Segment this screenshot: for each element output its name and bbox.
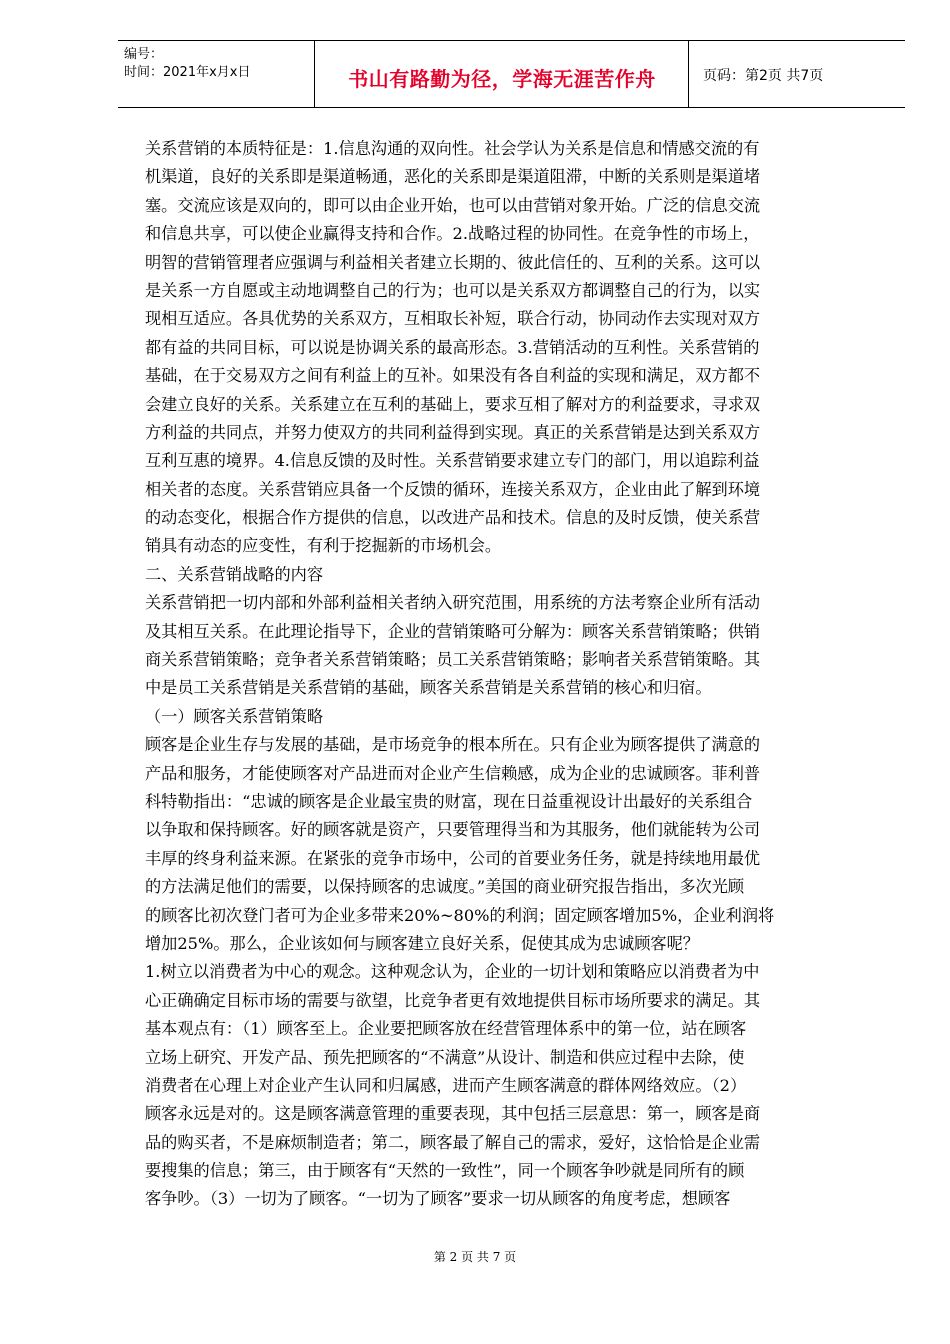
header-motto-cell: [315, 41, 689, 107]
body-text-line: 基本观点有：（1）顾客至上。企业要把顾客放在经营管理体系中的第一位，站在顾客: [145, 1019, 747, 1039]
body-text-line: 相关者的态度。关系营销应具备一个反馈的循环，连接关系双方，企业由此了解到环境: [145, 479, 761, 499]
body-text-line: 和信息共享，可以使企业赢得支持和合作。2.战略过程的协同性。在竞争性的市场上，: [145, 224, 760, 244]
body-text-line: 立场上研究、开发产品、预先把顾客的“不满意”从设计、制造和供应过程中去除，使: [145, 1047, 745, 1067]
body-text-line: 现相互适应。各具优势的关系双方，互相取长补短，联合行动，协同动作去实现对双方: [145, 309, 761, 329]
header-motto: 书山有路勤为径，学海无涯苦作舟: [348, 67, 656, 91]
body-text-line: 都有益的共同目标，可以说是协调关系的最高形态。3.营销活动的互利性。关系营销的: [145, 337, 760, 357]
body-text-line: 及其相互关系。在此理论指导下，企业的营销策略可分解为：顾客关系营销策略；供销: [145, 621, 761, 641]
body-text-line: 关系营销的本质特征是：1.信息沟通的双向性。社会学认为关系是信息和情感交流的有: [145, 139, 760, 158]
header-meta-cell: [118, 41, 315, 107]
body-text-line: 明智的营销管理者应强调与利益相关者建立长期的、彼此信任的、互利的关系。这可以: [145, 252, 761, 272]
body-text-line: 会建立良好的关系。关系建立在互利的基础上，要求互相了解对方的利益要求，寻求双: [145, 394, 761, 414]
body-text-line: 顾客是企业生存与发展的基础，是市场竞争的根本所在。只有企业为顾客提供了满意的: [145, 735, 761, 755]
body-text-line: 丰厚的终身利益来源。在紧张的竞争市场中，公司的首要业务任务，就是持续地用最优: [145, 848, 761, 868]
body-text-line: 机渠道，良好的关系即是渠道畅通，恶化的关系即是渠道阻滞，中断的关系则是渠道堵: [145, 167, 761, 187]
document-body: [145, 135, 865, 1214]
body-text-line: 关系营销把一切内部和外部利益相关者纳入研究范围，用系统的方法考察企业所有活动: [145, 593, 761, 613]
body-text-line: 是关系一方自愿或主动地调整自己的行为；也可以是关系双方都调整自己的行为，以实: [145, 280, 761, 300]
body-text-line: 的方法满足他们的需要，以保持顾客的忠诚度。”美国的商业研究报告指出，多次光顾: [145, 877, 745, 897]
body-text-line: 科特勒指出：“忠诚的顾客是企业最宝贵的财富，现在日益重视设计出最好的关系组合: [145, 791, 753, 811]
body-text-line: （一）顾客关系营销策略: [145, 706, 324, 726]
body-text-line: 互利互惠的境界。4.信息反馈的及时性。关系营销要求建立专门的部门，用以追踪利益: [145, 451, 760, 471]
date-line: 时间：2021年x月x日: [124, 65, 251, 80]
body-text-line: 以争取和保持顾客。好的顾客就是资产，只要管理得当和为其服务，他们就能转为公司: [145, 820, 761, 840]
body-text-line: 品的购买者，不是麻烦制造者；第二，顾客最了解自己的需求，爱好，这恰恰是企业需: [145, 1132, 761, 1152]
body-text-line: 客争吵。（3）一切为了顾客。“一切为了顾客”要求一切从顾客的角度考虑，想顾客: [145, 1189, 731, 1209]
body-text-line: 增加25%。那么，企业该如何与顾客建立良好关系，促使其成为忠诚顾客呢？: [145, 933, 699, 953]
header-page-cell: [689, 41, 905, 107]
body-text-line: 塞。交流应该是双向的，即可以由企业开始，也可以由营销对象开始。广泛的信息交流: [145, 195, 761, 215]
body-text-line: 心正确确定目标市场的需要与欲望，比竞争者更有效地提供目标市场所要求的满足。其: [145, 990, 761, 1010]
page-header: [118, 40, 905, 108]
page-footer: 第 2 页 共 7 页: [433, 1250, 517, 1264]
body-text-line: 消费者在心理上对企业产生认同和归属感，进而产生顾客满意的群体网络效应。（2）: [145, 1075, 747, 1095]
page-code: 页码：第2页 共7页: [703, 68, 824, 84]
body-text-line: 1.树立以消费者为中心的观念。这种观念认为，企业的一切计划和策略应以消费者为中: [145, 962, 760, 982]
serial-number-label: 编号：: [124, 47, 164, 62]
body-text-line: 销具有动态的应变性，有利于挖掘新的市场机会。: [145, 536, 502, 556]
body-text-line: 基础，在于交易双方之间有利益上的互补。如果没有各自利益的实现和满足，双方都不: [145, 366, 761, 386]
body-text-line: 顾客永远是对的。这是顾客满意管理的重要表现，其中包括三层意思：第一，顾客是商: [145, 1104, 761, 1124]
body-text-line: 商关系营销策略；竞争者关系营销策略；员工关系营销策略；影响者关系营销策略。其: [145, 650, 761, 670]
body-text-line: 中是员工关系营销是关系营销的基础，顾客关系营销是关系营销的核心和归宿。: [145, 678, 712, 698]
body-text-line: 方利益的共同点，并努力使双方的共同利益得到实现。真正的关系营销是达到关系双方: [145, 422, 761, 442]
body-text-line: 的动态变化，根据合作方提供的信息，以改进产品和技术。信息的及时反馈，使关系营: [145, 508, 761, 528]
body-text-line: 的顾客比初次登门者可为企业多带来20%~80%的利润；固定顾客增加5%，企业利润将: [145, 905, 775, 925]
body-text-line: 产品和服务，才能使顾客对产品进而对企业产生信赖感，成为企业的忠诚顾客。菲利普: [145, 763, 761, 783]
body-text-line: 二、关系营销战略的内容: [145, 564, 324, 584]
body-text-line: 要搜集的信息；第三，由于顾客有“天然的一致性”，同一个顾客争吵就是同所有的顾: [145, 1161, 745, 1181]
